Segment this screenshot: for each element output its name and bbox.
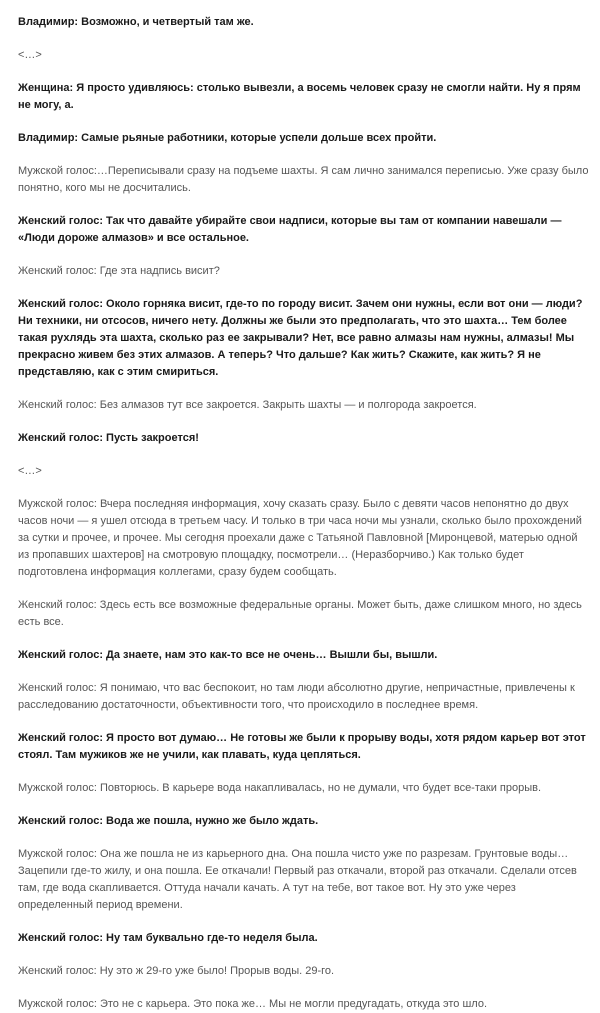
paragraph: Мужской голос: Она же пошла не из карьерного дна. Она пошла чисто уже по разрезам. Грунтовые воды… Зацепили где-то жилу, и она пошла. Ее откачали! Первый раз откачали, второй раз откачали. Сделали отсев там, где вода скапливается. Оттуда начали качать. А тут на тебе, вот такое вот. Ну это уже через определенный период времени.: [18, 848, 577, 911]
paragraph: Женский голос: Ну это ж 29-го уже было! Прорыв воды. 29-го.: [18, 965, 335, 977]
paragraph: Владимир: Самые рьяные работники, которые успели дольше всех пройти.: [18, 132, 437, 144]
paragraph-ellipsis: <…>: [18, 465, 42, 477]
paragraph: Женский голос: Да знаете, нам это как-то все не очень… Вышли бы, вышли.: [18, 649, 438, 661]
paragraph: Мужской голос: Вчера последняя информация, хочу сказать сразу. Было с девяти часов непонятно до двух часов ночи — я ушел отсюда в третьем часу. И только в три часа ночи мы узнали, сколько было прохождений за сутки и прочее, и прочее. Мы сегодня проехали даже с Татьяной Павловной [Миронцевой, матерью одной из пропавших шахтеров] на смотровую площадку, посмотрели… (Неразборчиво.) Как только будет подготовлена информация коллегами, сразу будем сообщать.: [18, 498, 582, 578]
paragraph: Женский голос: Я просто вот думаю… Не готовы же были к прорыву воды, хотя рядом карьер вот этот стоял. Там мужиков же не учили, как плавать, куда цепляться.: [18, 732, 586, 761]
paragraph: Женский голос: Я понимаю, что вас беспокоит, но там люди абсолютно другие, непричастные, привлечены к расследованию достаточности, объективности того, что происходило в последнее время.: [18, 682, 575, 711]
paragraph: Женский голос: Так что давайте убирайте свои надписи, которые вы там от компании навешали — «Люди дороже алмазов» и все остальное.: [18, 215, 562, 244]
paragraph: Женский голос: Вода же пошла, нужно же было ждать.: [18, 815, 319, 827]
paragraph: Мужской голос: Это не с карьера. Это пока же… Мы не могли предугадать, откуда это шло.: [18, 998, 488, 1010]
paragraph: Мужской голос: Повторюсь. В карьере вода накапливалась, но не думали, что будет все-таки прорыв.: [18, 782, 542, 794]
paragraph: Мужской голос:…Переписывали сразу на подъеме шахты. Я сам лично занимался переписью. Уже сразу было понятно, кого мы не досчитались.: [18, 165, 589, 194]
paragraph: Женский голос: Около горняка висит, где-то по городу висит. Зачем они нужны, если вот они — люди? Ни техники, ни отсосов, ничего нету. Должны же были это предполагать, что это шахта… Тем более такая рухлядь эта шахта, сколько раз ее закрывали? Нет, все равно алмазы нам нужны, алмазы! Мы прекрасно живем без этих алмазов. А теперь? Что дальше? Как жить? Скажите, как жить? Я не представляю, как с этим смириться.: [18, 298, 583, 378]
paragraph: Женщина: Я просто удивляюсь: столько вывезли, а восемь человек сразу не смогли найти. Ну я прям не могу, а.: [18, 82, 581, 111]
paragraph: Женский голос: Где эта надпись висит?: [18, 265, 220, 277]
paragraph: Женский голос: Ну там буквально где-то неделя была.: [18, 932, 318, 944]
paragraph-ellipsis: <…>: [18, 49, 42, 61]
paragraph: Женский голос: Здесь есть все возможные федеральные органы. Может быть, даже слишком много, но здесь есть все.: [18, 599, 582, 628]
paragraph: Женский голос: Без алмазов тут все закроется. Закрыть шахты — и полгорода закроется.: [18, 399, 477, 411]
paragraph: Владимир: Возможно, и четвертый там же.: [18, 16, 254, 28]
paragraph: Женский голос: Пусть закроется!: [18, 432, 199, 444]
